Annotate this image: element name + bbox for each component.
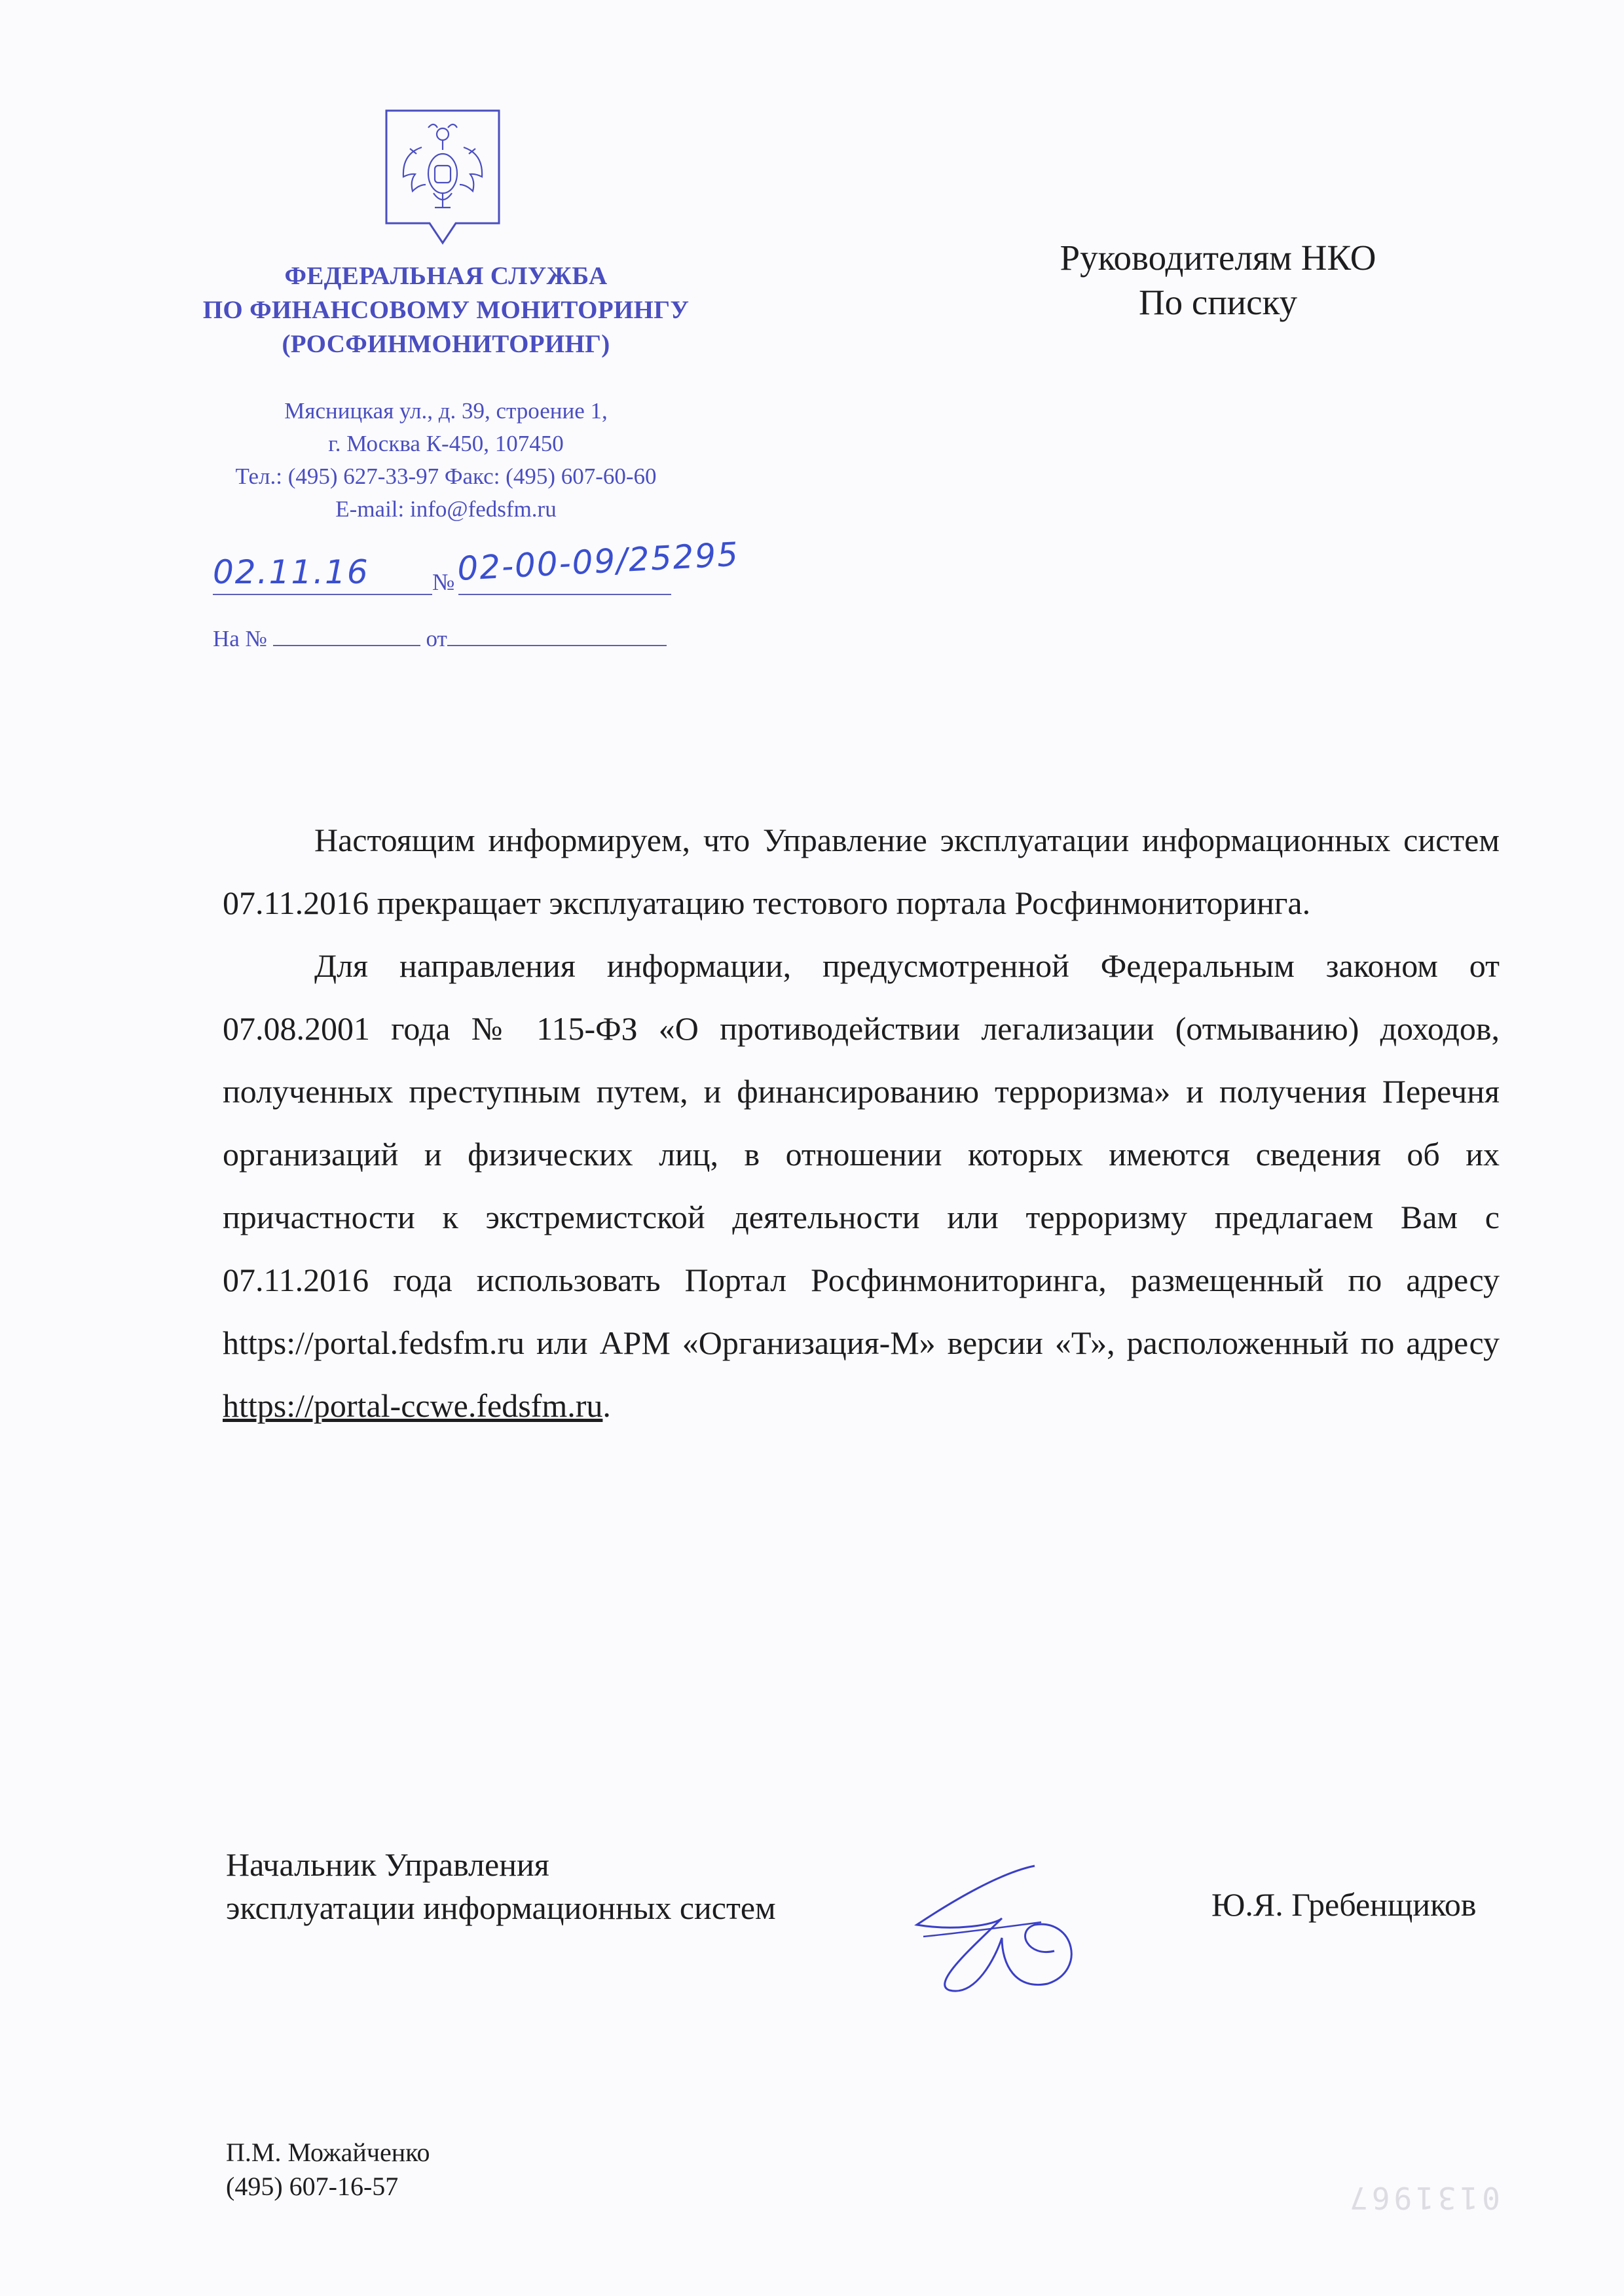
signatory-title-line-1: Начальник Управления [226,1846,549,1883]
organization-name [170,259,722,361]
serial-number: 0131967 [1346,2180,1500,2215]
signatory-title [226,1843,776,1929]
executor [226,2136,430,2204]
recipient-line-2: По списку [1138,282,1298,322]
paragraph-2-text: Для направления информации, предусмотренной Федеральным законом от 07.08.2001 года № 115-ФЗ «О противодействии легализации (отмыванию) доходов, полученных преступным путем, и финансированию терроризма» и получения Перечня организаций и физических лиц, в отношении которых имеются сведения об их причастности к экстремистской деятельности или терроризму предлагаем Вам с 07.11.2016 года использовать Портал Росфинмониторинга, размещенный по адресу https://portal.fedsfm.ru или АРМ «Организация-М» версии «Т», расположенный по адресу [223,947,1500,1361]
letter-body [223,809,1500,1437]
paragraph-1: Настоящим информируем, что Управление эксплуатации информационных систем 07.11.2016 прекращает эксплуатацию тестового портала Росфинмониторинга. [223,822,1500,921]
number-sign: № [432,569,455,595]
portal-ccwe-link[interactable]: https://portal-ccwe.fedsfm.ru [223,1387,603,1424]
recipient-line-1: Руководителям НКО [1060,238,1376,278]
registration-date: 02.11.16 [213,553,369,591]
paragraph-2 [223,934,1500,1437]
recipient [989,236,1447,325]
org-name-line-3: (РОСФИНМОНИТОРИНГ) [282,330,610,358]
address-line-2: г. Москва К-450, 107450 [328,431,564,456]
org-name-line-1: ФЕДЕРАЛЬНАЯ СЛУЖБА [284,262,608,290]
reference-line [213,625,667,652]
executor-phone: (495) 607-16-57 [226,2172,399,2201]
paragraph-2-end: . [602,1387,611,1424]
signatory-title-line-2: эксплуатации информационных систем [226,1889,776,1926]
registration-number: 02-00-09/25295 [456,535,741,588]
organization-address [170,395,722,526]
date-underline [213,594,432,595]
handwritten-signature [904,1859,1094,2003]
number-underline [458,594,671,595]
state-emblem-icon [382,108,503,247]
reference-number-blank [273,625,420,646]
reference-prefix: На № [213,626,267,651]
org-name-line-2: ПО ФИНАНСОВОМУ МОНИТОРИНГУ [202,296,690,324]
phone-fax: Тел.: (495) 627-33-97 Факс: (495) 607-60-60 [235,464,657,489]
executor-name: П.М. Можайченко [226,2138,430,2167]
signer-name: Ю.Я. Гребенщиков [1211,1886,1477,1923]
reference-date-blank [447,625,667,646]
email: E-mail: info@fedsfm.ru [335,496,557,522]
address-line-1: Мясницкая ул., д. 39, строение 1, [284,398,608,424]
reference-mid: от [426,626,447,651]
